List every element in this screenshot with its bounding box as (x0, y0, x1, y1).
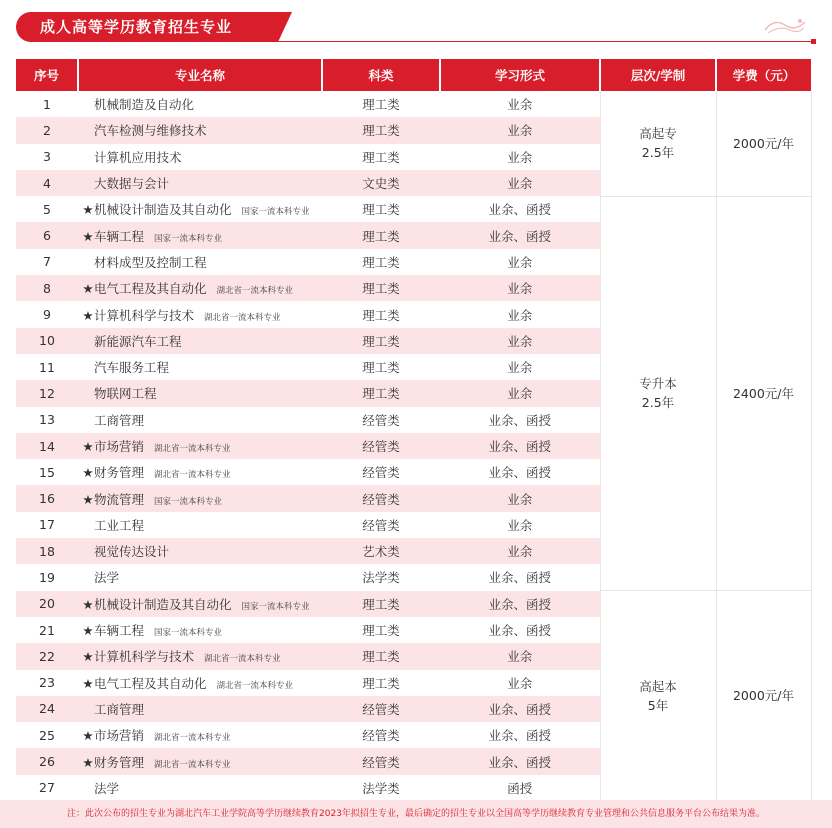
row-study-mode: 业余 (440, 117, 600, 143)
star-icon: ★ (82, 623, 94, 639)
row-major-name-cell (78, 275, 322, 301)
row-study-mode: 业余 (507, 360, 533, 376)
row-major-name: 计算机应用技术 (94, 149, 182, 165)
level-name: 高起专 (639, 126, 677, 142)
row-major-name: 工商管理 (94, 412, 145, 428)
row-index: 1 (43, 96, 51, 112)
row-major-name: 电气工程及其自动化 (94, 281, 207, 297)
row-category: 理工类 (362, 202, 400, 218)
table-body (16, 91, 811, 801)
row-major-name-cell (78, 459, 322, 485)
row-category: 经管类 (362, 465, 400, 481)
star-icon: ★ (82, 228, 94, 244)
row-category: 艺术类 (322, 538, 440, 564)
row-major-name-cell (78, 144, 322, 170)
row-category: 法学类 (362, 570, 400, 586)
row-study-mode: 业余 (507, 307, 533, 323)
row-major-name: 计算机科学与技术 (94, 649, 195, 665)
row-major-badge: 湖北省一流本科专业 (154, 759, 231, 770)
level-name: 专升本 (639, 376, 677, 392)
row-index: 15 (39, 464, 55, 480)
row-index: 11 (39, 359, 55, 375)
majors-table (16, 59, 812, 802)
row-category: 理工类 (362, 254, 400, 270)
footnote: 注：此次公布的招生专业为湖北汽车工业学院高等学历继续教育2023年拟招生专业，最后确定的招生专业以全国高等学历继续教育专业管理和公共信息服务平台公布结果为准。 (0, 800, 832, 828)
row-category: 理工类 (362, 149, 400, 165)
row-category: 经管类 (322, 748, 440, 774)
row-index: 27 (39, 780, 55, 796)
row-study-mode: 业余 (507, 149, 533, 165)
row-major-name: 计算机科学与技术 (94, 307, 195, 323)
row-category: 理工类 (322, 643, 440, 669)
row-category: 经管类 (322, 696, 440, 722)
row-major-name: 车辆工程 (94, 623, 145, 639)
star-icon: ★ (82, 491, 94, 507)
row-major-badge: 湖北省一流本科专业 (154, 470, 231, 481)
title-underline (278, 41, 816, 42)
header-index: 序号 (16, 59, 78, 91)
row-major-name-cell (78, 433, 322, 459)
row-major-name: 大数据与会计 (94, 176, 170, 192)
row-study-mode: 业余 (507, 675, 533, 691)
row-index: 17 (39, 517, 55, 533)
table-row (16, 91, 811, 117)
row-study-mode: 业余、函授 (440, 433, 600, 459)
row-study-mode: 业余、函授 (488, 202, 551, 218)
star-icon: ★ (82, 202, 94, 218)
star-icon: ★ (82, 281, 94, 297)
row-major-badge: 湖北省一流本科专业 (154, 733, 231, 744)
row-index: 21 (39, 622, 55, 638)
tuition-fee: 2400元/年 (716, 196, 811, 590)
row-major-name-cell (78, 170, 322, 196)
row-major-name-cell (78, 591, 322, 617)
row-major-name: 物联网工程 (94, 386, 157, 402)
row-study-mode: 业余 (440, 643, 600, 669)
row-study-mode: 业余、函授 (440, 591, 600, 617)
row-major-name-cell (78, 643, 322, 669)
table-header-row (16, 59, 811, 91)
row-major-name: 汽车检测与维修技术 (94, 123, 207, 139)
row-category: 文史类 (322, 170, 440, 196)
row-index: 7 (43, 254, 51, 270)
row-index: 13 (39, 412, 55, 428)
row-major-badge: 湖北省一流本科专业 (216, 680, 294, 691)
row-index: 20 (16, 591, 78, 617)
row-study-mode: 业余、函授 (488, 570, 551, 586)
row-major-name: 汽车服务工程 (94, 360, 170, 376)
level-duration-cell (600, 196, 716, 590)
row-index: 16 (16, 485, 78, 511)
row-study-mode: 业余 (507, 517, 533, 533)
tuition-fee: 2000元/年 (716, 591, 811, 801)
section-title: 成人高等学历教育招生专业 (16, 12, 278, 42)
row-index: 23 (39, 675, 55, 691)
row-study-mode: 业余 (440, 485, 600, 511)
row-major-name: 市场营销 (94, 439, 145, 454)
row-major-name: 电气工程及其自动化 (94, 675, 207, 691)
row-index: 10 (16, 328, 78, 354)
row-index: 22 (16, 643, 78, 669)
row-major-name-cell (78, 91, 322, 117)
row-major-name: 材料成型及控制工程 (94, 254, 207, 270)
row-index: 19 (39, 569, 55, 585)
row-category: 理工类 (322, 591, 440, 617)
row-index: 18 (16, 538, 78, 564)
row-study-mode: 业余 (440, 328, 600, 354)
row-index: 26 (16, 748, 78, 774)
row-major-name: 法学 (94, 570, 120, 586)
row-study-mode: 函授 (507, 780, 533, 796)
row-category: 理工类 (362, 675, 400, 691)
level-duration: 2.5年 (641, 395, 675, 411)
tuition-fee: 2000元/年 (716, 91, 811, 196)
row-category: 理工类 (322, 222, 440, 248)
row-category: 理工类 (322, 380, 440, 406)
row-index: 25 (39, 727, 55, 743)
row-study-mode: 业余 (507, 254, 533, 270)
row-major-badge: 国家一流本科专业 (241, 207, 310, 218)
star-icon: ★ (82, 728, 94, 744)
row-category: 经管类 (362, 517, 400, 533)
row-major-name: 新能源汽车工程 (94, 333, 182, 349)
row-major-name-cell (78, 722, 322, 748)
row-major-name: 法学 (94, 780, 120, 796)
row-study-mode: 业余、函授 (488, 623, 551, 639)
row-major-name: 机械设计制造及其自动化 (94, 202, 232, 218)
row-major-name-cell (78, 117, 322, 143)
row-major-name-cell (78, 222, 322, 248)
header-category: 科类 (322, 59, 440, 91)
row-study-mode: 业余、函授 (488, 412, 551, 428)
majors-table-container (16, 59, 811, 802)
row-category: 理工类 (362, 360, 400, 376)
row-major-name: 工业工程 (94, 517, 145, 533)
row-category: 理工类 (362, 97, 400, 113)
row-major-name: 机械设计制造及其自动化 (94, 596, 232, 612)
row-study-mode: 业余、函授 (440, 222, 600, 248)
row-index: 3 (43, 149, 51, 165)
header-level-duration: 层次/学制 (600, 59, 716, 91)
row-study-mode: 业余、函授 (440, 696, 600, 722)
row-study-mode: 业余 (440, 380, 600, 406)
row-study-mode: 业余、函授 (440, 748, 600, 774)
row-major-name-cell (78, 380, 322, 406)
row-study-mode: 业余 (440, 275, 600, 301)
row-index: 9 (43, 307, 51, 323)
row-major-name-cell (78, 617, 322, 643)
row-index: 5 (43, 201, 51, 217)
row-major-name-cell (78, 301, 322, 327)
row-major-name-cell (78, 670, 322, 696)
level-duration-cell (600, 91, 716, 196)
row-category: 经管类 (322, 433, 440, 459)
section-header (16, 12, 816, 46)
row-major-name-cell (78, 512, 322, 538)
row-major-badge: 湖北省一流本科专业 (204, 654, 281, 665)
star-icon: ★ (82, 465, 94, 481)
star-icon: ★ (82, 649, 94, 665)
decorative-logo-icon (762, 16, 808, 36)
row-major-name: 物流管理 (94, 491, 145, 507)
row-study-mode: 业余、函授 (488, 465, 551, 481)
row-index: 8 (16, 275, 78, 301)
row-category: 理工类 (322, 328, 440, 354)
star-icon: ★ (82, 307, 94, 323)
row-major-name-cell (78, 407, 322, 433)
row-major-name: 财务管理 (94, 754, 145, 770)
level-name: 高起本 (639, 678, 677, 694)
row-major-name-cell (78, 249, 322, 275)
row-study-mode: 业余 (440, 170, 600, 196)
row-major-name-cell (78, 328, 322, 354)
row-study-mode: 业余 (507, 97, 533, 113)
header-tuition: 学费（元） (716, 59, 811, 91)
star-icon: ★ (82, 439, 94, 454)
row-category: 经管类 (322, 485, 440, 511)
row-major-name-cell (78, 775, 322, 801)
row-major-badge: 国家一流本科专业 (154, 233, 223, 244)
row-category: 经管类 (362, 728, 400, 744)
row-major-badge: 湖北省一流本科专业 (216, 286, 294, 297)
row-major-name-cell (78, 564, 322, 590)
row-major-badge: 湖北省一流本科专业 (154, 444, 231, 454)
row-category: 经管类 (362, 412, 400, 428)
row-major-name-cell (78, 196, 322, 222)
row-major-name-cell (78, 748, 322, 774)
row-major-name: 机械制造及自动化 (94, 97, 195, 113)
table-row (16, 196, 811, 222)
row-category: 法学类 (362, 780, 400, 796)
row-major-badge: 国家一流本科专业 (241, 601, 310, 612)
row-index: 6 (16, 222, 78, 248)
row-index: 14 (16, 433, 78, 459)
level-duration: 2.5年 (641, 145, 675, 161)
table-row (16, 591, 811, 617)
row-index: 12 (16, 380, 78, 406)
row-index: 24 (16, 696, 78, 722)
row-index: 2 (16, 117, 78, 143)
row-study-mode: 业余 (440, 538, 600, 564)
star-icon: ★ (82, 675, 94, 691)
row-major-name: 财务管理 (94, 465, 145, 481)
row-major-name: 视觉传达设计 (94, 544, 170, 560)
row-major-badge: 国家一流本科专业 (154, 496, 223, 507)
row-major-badge: 国家一流本科专业 (154, 628, 223, 639)
row-category: 理工类 (362, 623, 400, 639)
row-major-name-cell (78, 485, 322, 511)
row-major-name-cell (78, 538, 322, 564)
row-category: 理工类 (322, 275, 440, 301)
row-major-name-cell (78, 354, 322, 380)
row-major-name: 工商管理 (94, 701, 145, 717)
row-study-mode: 业余、函授 (488, 728, 551, 744)
row-major-badge: 湖北省一流本科专业 (204, 312, 281, 323)
row-major-name: 市场营销 (94, 728, 145, 744)
row-category: 理工类 (362, 307, 400, 323)
level-duration: 5年 (647, 697, 669, 713)
star-icon: ★ (82, 754, 94, 770)
header-study-mode: 学习形式 (440, 59, 600, 91)
star-icon: ★ (82, 596, 94, 612)
row-major-name: 车辆工程 (94, 228, 145, 244)
row-index: 4 (16, 170, 78, 196)
level-duration-cell (600, 591, 716, 801)
row-category: 理工类 (322, 117, 440, 143)
row-major-name-cell (78, 696, 322, 722)
header-major-name: 专业名称 (78, 59, 322, 91)
